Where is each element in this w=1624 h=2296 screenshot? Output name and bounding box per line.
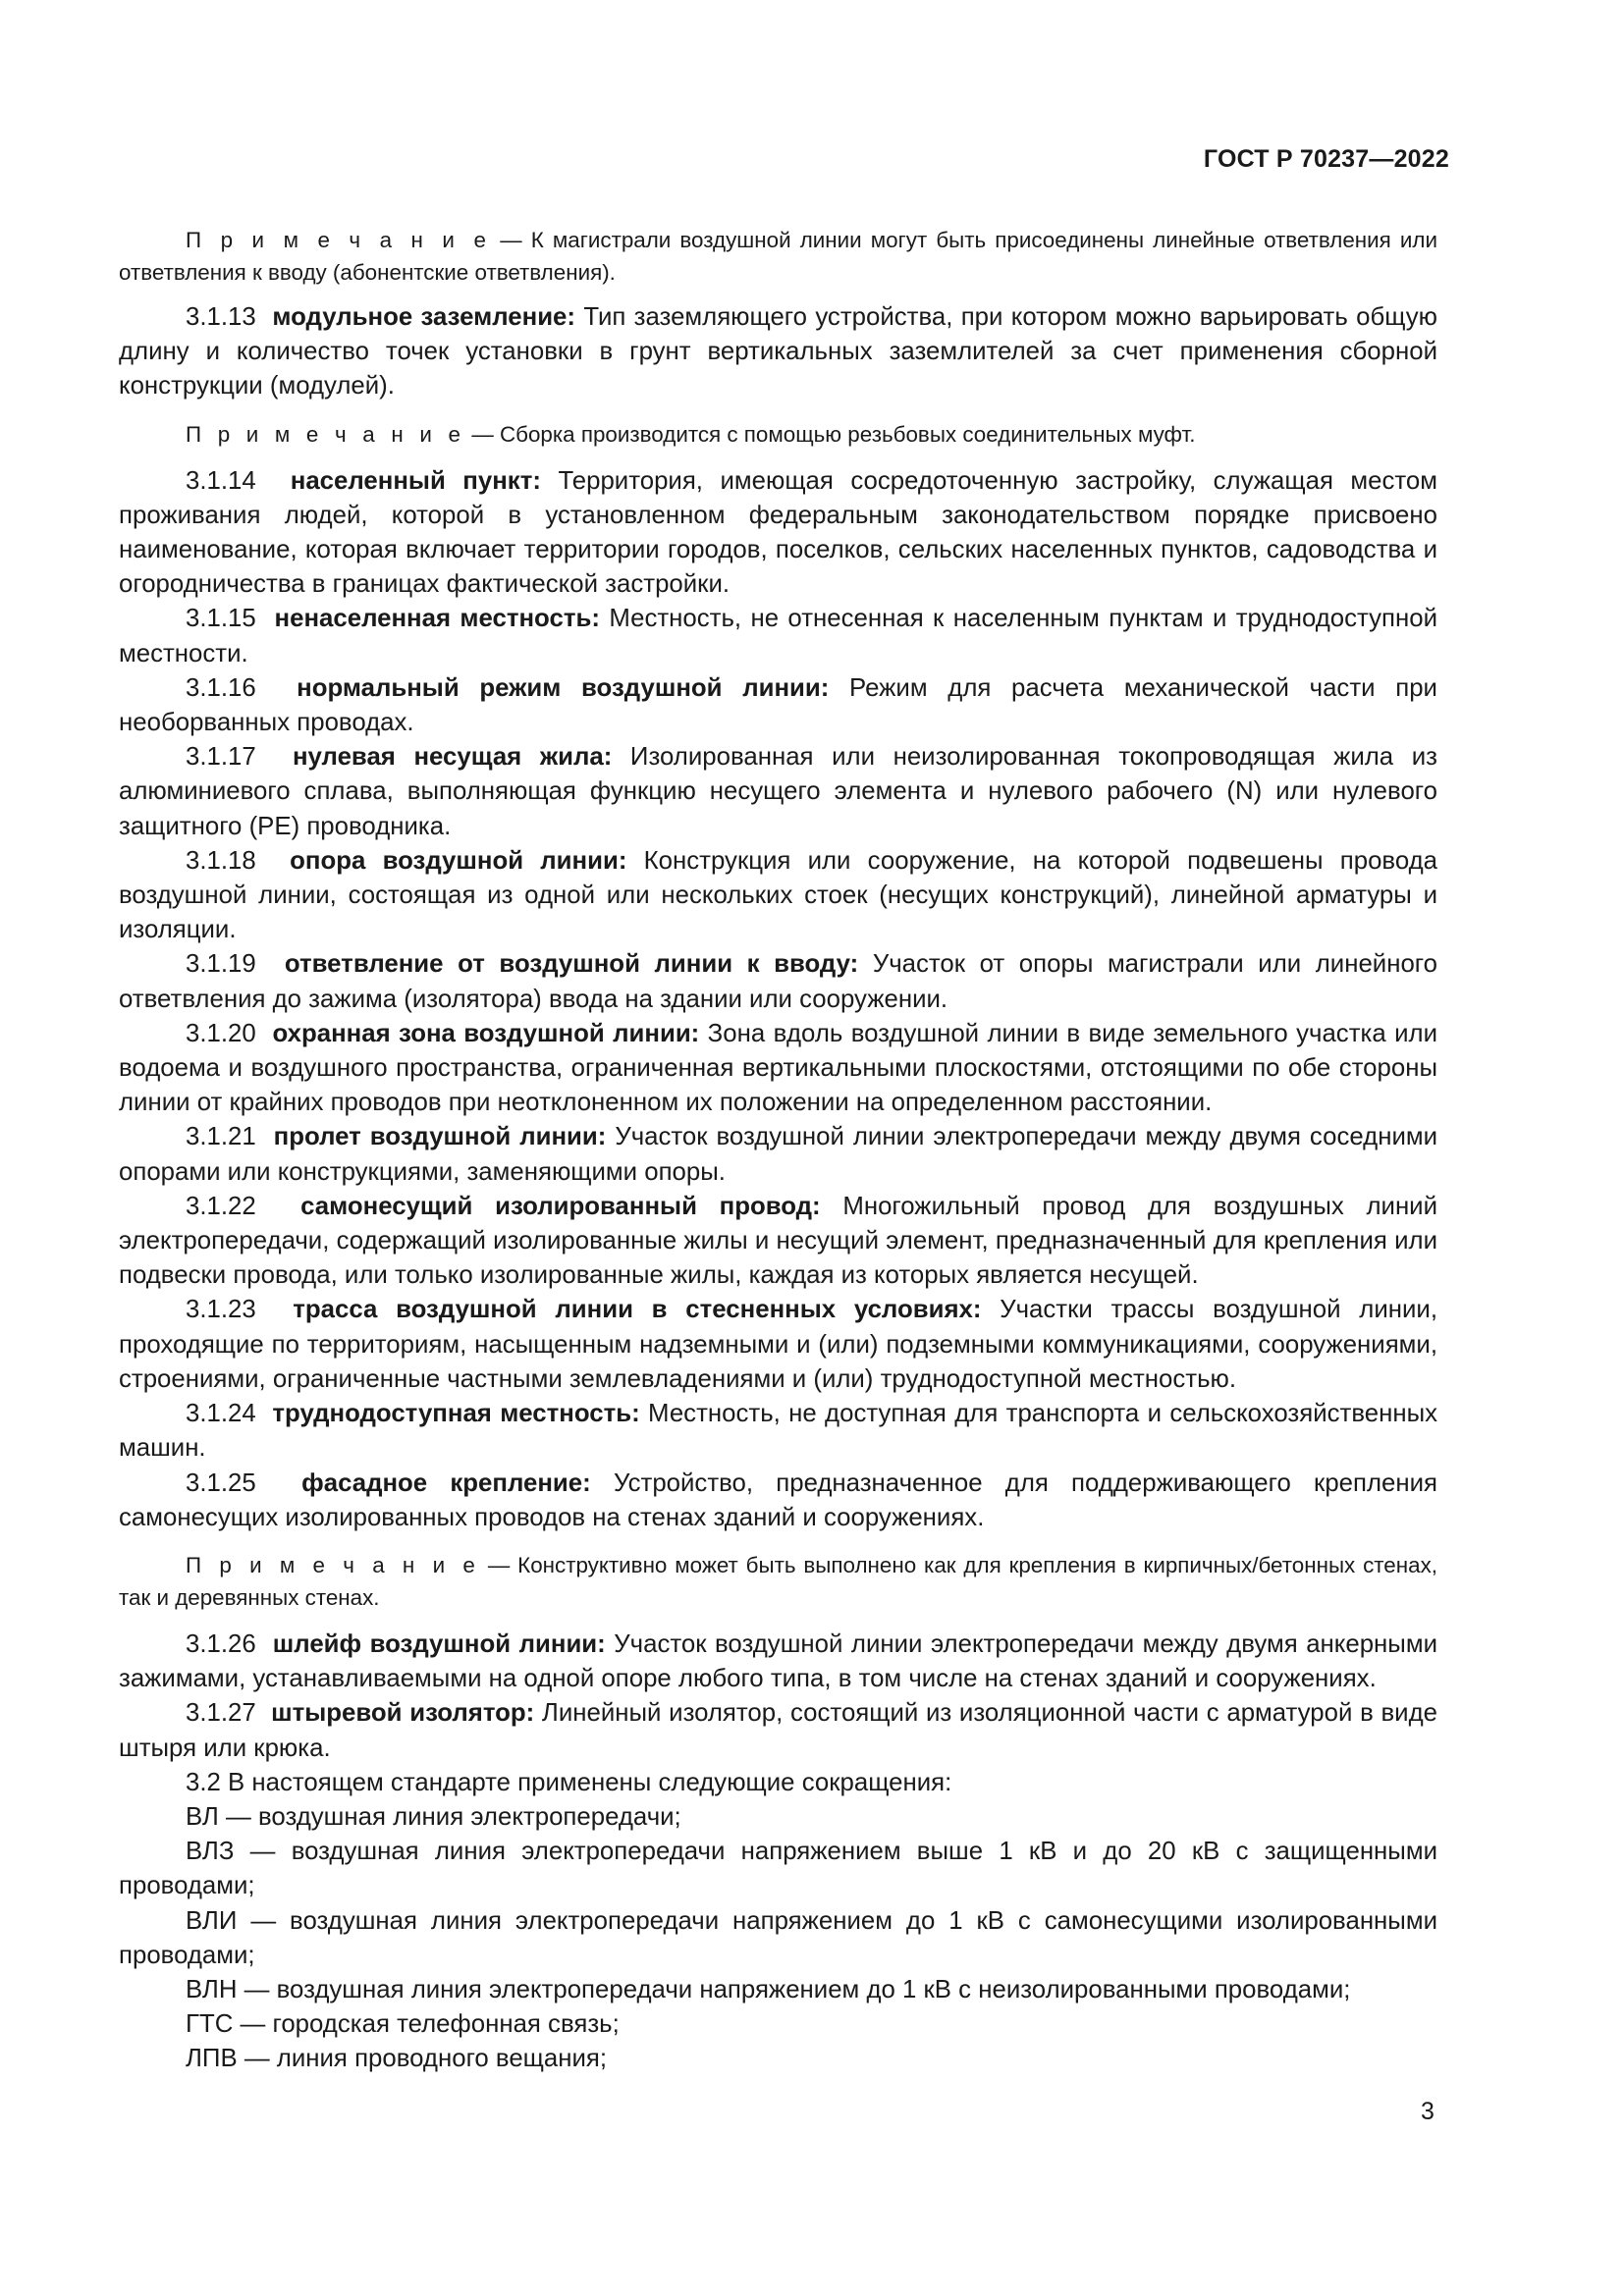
term-definition (119, 844, 1437, 948)
term-text: Линейный изолятор, состоящий из изоляционной части с арматурой в виде штыря или крюка. (119, 1699, 1437, 1762)
term-text: Местность, не доступная для транспорта и сельскохозяйственных машин. (119, 1400, 1438, 1463)
term-text: Устройство, предназначенное для поддерживающего крепления самонесущих изолированных проводов на стенах зданий и сооружениях. (119, 1468, 1438, 1531)
note-text: — Конструктивно может быть выполнено как для крепления в кирпичных/бетонных стенах, так и деревянных стенах. (119, 1552, 1437, 1610)
note-text: — К магистрали воздушной линии могут быть присоединены линейные ответвления или ответвления к вводу (абонентские ответвления). (119, 228, 1437, 285)
term-number: 3.1.13 (186, 303, 256, 331)
abbreviations-intro: 3.2 В настоящем стандарте применены следующие сокращения: (186, 1768, 952, 1796)
note (119, 224, 1437, 289)
term-number: 3.1.17 (186, 743, 256, 772)
term-definition (119, 1293, 1437, 1397)
term-text: Местность, не отнесенная к населенным пунктам и труднодоступной местности. (119, 605, 1438, 667)
term-text: Участок воздушной линии электропередачи между двумя анкерными зажимами, устанавливаемыми на одной опоре любого типа, в том числе на стенах зданий и сооружениях. (119, 1629, 1437, 1693)
term-definition (119, 300, 1437, 404)
term-name: нулевая несущая жила: (292, 743, 613, 772)
term-number: 3.1.16 (186, 673, 256, 702)
term-text: Режим для расчета механической части при необорванных проводах. (119, 673, 1437, 737)
term-definition (119, 671, 1437, 740)
term-number: 3.1.14 (186, 466, 256, 495)
term-definition (119, 1467, 1437, 1535)
note-label: П р и м е ч а н и е (186, 228, 492, 252)
term-number: 3.1.25 (186, 1468, 256, 1497)
term-name: пролет воздушной линии: (273, 1123, 607, 1151)
term-text: Территория, имеющая сосредоточенную застройку, служащая местом проживания людей, которой в установленном федеральным законодательством порядке присвоено наименование, которая включает территории городов, поселков, сельских населенных пунктов, садоводства и огородничества в границах фактической застройки. (119, 466, 1437, 599)
term-text: Изолированная или неизолированная токопроводящая жила из алюминиевого сплава, выполняющая функцию несущего элемента и нулевого рабочего (N) или нулевого защитного (PE) проводника. (119, 743, 1437, 840)
term-name: шлейф воздушной линии: (272, 1629, 606, 1658)
term-number: 3.1.21 (186, 1123, 256, 1151)
abbreviation-item: ВЛН — воздушная линия электропередачи напряжением до 1 кВ с неизолированными проводами; (186, 1975, 1351, 2003)
term-name: ненаселенная местность: (274, 605, 600, 633)
term-name: охранная зона воздушной линии: (272, 1019, 700, 1047)
term-definition (119, 1397, 1437, 1466)
term-number: 3.1.15 (186, 605, 256, 633)
note-label: П р и м е ч а н и е (186, 1552, 481, 1577)
note (119, 418, 1437, 451)
term-name: населенный пункт: (290, 466, 541, 495)
term-number: 3.1.22 (186, 1192, 256, 1220)
term-name: фасадное крепление: (301, 1468, 591, 1497)
term-text: Тип заземляющего устройства, при котором можно варьировать общую длину и количество точек установки в грунт вертикальных заземлителей за счет применения сборной конструкции (модулей). (119, 303, 1438, 400)
term-text: Участок воздушной линии электропередачи между двумя соседними опорами или конструкциями, заменяющими опоры. (119, 1123, 1437, 1186)
term-text: Зона вдоль воздушной линии в виде земельного участка или водоема и воздушного пространства, ограниченная вертикальными плоскостями, отстоящими по обе стороны линии от крайних проводов при неотклоненном их положении на определенном расстоянии. (119, 1019, 1437, 1117)
term-definition (119, 1120, 1437, 1189)
note-label: П р и м е ч а н и е (186, 421, 466, 447)
term-definition (119, 464, 1437, 603)
term-text: Участки трассы воздушной линии, проходящие по территориям, насыщенным надземными и (или) подземными коммуникациями, сооружениями, строениями, ограниченные частными землевладениями и (или) труднодоступной местностью. (119, 1296, 1437, 1393)
term-number: 3.1.20 (186, 1019, 256, 1047)
term-definition (119, 1017, 1437, 1121)
term-definition (119, 947, 1437, 1016)
document-body (119, 224, 1437, 2077)
term-name: опора воздушной линии: (290, 846, 627, 875)
term-number: 3.1.19 (186, 950, 256, 979)
term-name: модульное заземление: (272, 303, 575, 331)
abbreviation-item: ЛПВ — линия проводного вещания; (186, 2045, 608, 2073)
term-name: трасса воздушной линии в стесненных условиях: (293, 1296, 982, 1324)
document-header: ГОСТ Р 70237—2022 (1203, 145, 1449, 173)
term-text: Многожильный провод для воздушных линий электропередачи, содержащий изолированные жилы и несущий элемент, предназначенный для крепления или подвески провода, или только изолированные жилы, каждая из которых является несущей. (119, 1192, 1438, 1290)
term-number: 3.1.24 (186, 1400, 256, 1428)
term-definition (119, 1696, 1437, 1765)
term-text: Участок от опоры магистрали или линейного ответвления до зажима (изолятора) ввода на здании или сооружении. (119, 950, 1437, 1013)
term-name: ответвление от воздушной линии к вводу: (284, 950, 859, 979)
term-name: самонесущий изолированный провод: (300, 1192, 821, 1220)
term-name: труднодоступная местность: (272, 1400, 640, 1428)
term-name: штыревой изолятор: (271, 1699, 535, 1728)
note (119, 1549, 1437, 1614)
term-text: Конструкция или сооружение, на которой подвешены провода воздушной линии, состоящая из одной или нескольких стоек (несущих конструкций), линейной арматуры и изоляции. (119, 846, 1438, 944)
term-definition (119, 1628, 1437, 1696)
abbreviation-item: ВЛИ — воздушная линия электропередачи напряжением до 1 кВ с самонесущими изолированными проводами; (119, 1906, 1437, 1969)
term-name: нормальный режим воздушной линии: (297, 673, 830, 702)
abbreviation-item: ВЛ — воздушная линия электропередачи; (186, 1802, 681, 1831)
term-number: 3.1.27 (186, 1699, 256, 1728)
term-definition (119, 740, 1437, 844)
term-definition (119, 602, 1437, 670)
abbreviation-item: ГТС — городская телефонная связь; (186, 2010, 620, 2039)
note-text: — Сборка производится с помощью резьбовых соединительных муфт. (471, 421, 1196, 447)
term-number: 3.1.26 (186, 1629, 256, 1658)
page-number: 3 (1421, 2098, 1435, 2125)
abbreviation-item: ВЛЗ — воздушная линия электропередачи напряжением выше 1 кВ и до 20 кВ с защищенными проводами; (119, 1838, 1437, 1900)
term-number: 3.1.18 (186, 846, 256, 875)
term-definition (119, 1190, 1437, 1294)
term-number: 3.1.23 (186, 1296, 256, 1324)
